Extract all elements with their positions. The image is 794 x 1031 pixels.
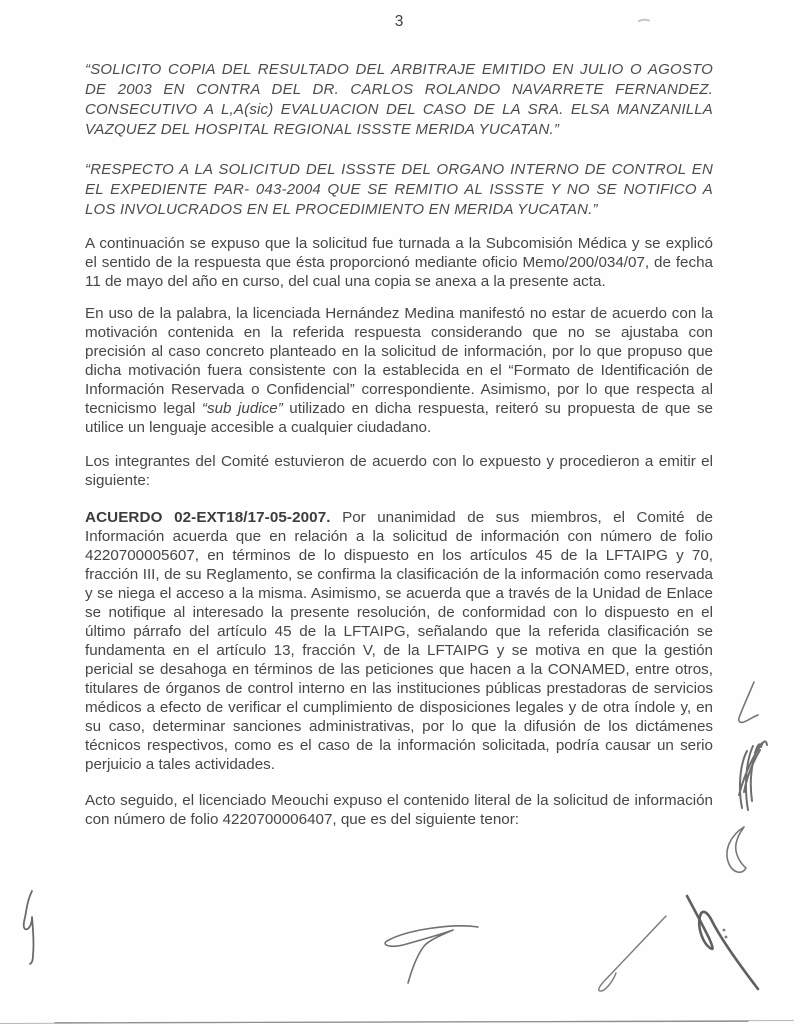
paragraph-text-after: utilizado en dicha respuesta, reiteró su propuesta de que se utilice un lenguaje accesible a cualquier ciudadano. (85, 400, 713, 436)
handwritten-mark-left-margin (24, 891, 34, 964)
margin-initial-leaf (727, 827, 746, 872)
acuerdo-body-text: Por unanimidad de sus miembros, el Comité de Información acuerda que en relación a la solicitud de información con número de folio 4220700005607, en términos de lo dispuesto en los artículos 45 de la LFTAIPG y 70, fracción III, de su Reglamento, se confirma la clasificación de la información como reservada y se niega el acceso a la misma. Asimismo, se acuerda que a través de la Unidad de Enlace se notifique al interesado la presente resolución, de conformidad con lo dispuesto en el último párrafo del artículo 45 de la LFTAIPG, señalando que la referida clasificación se fundamenta en el artículo 13, fracción V, de la LFTAIPG y se motiva en que la gestión pericial se desahoga en términos de las peticiones que hacen a la CONAMED, entre otros, titulares de órganos de control interno en las instituciones públicas prestadoras de servicios médicos a efecto de verificar el cumplimiento de disposiciones legales y de otra índole y, en su caso, determinar sanciones administrativas, por lo que la difusión de los dictámenes técnicos respectivos, como es el caso de la información solicitada, podría causar un serio perjuicio a tales actividades. (85, 509, 713, 773)
paragraph-comite-intro: Los integrantes del Comité estuvieron de acuerdo con lo expuesto y procedieron a emitir el siguiente: (85, 453, 713, 489)
margin-initial-stroke (739, 682, 758, 722)
quote-respecto-issste: “RESPECTO A LA SOLICITUD DEL ISSSTE DEL ORGANO INTERNO DE CONTROL EN EL EXPEDIENTE PAR- 043-2004 QUE SE REMITIO AL ISSSTE Y NO SE NOTIFICO A LOS INVOLUCRADOS EN EL PROCEDIMIENTO EN MERIDA YUCATAN.” (85, 161, 713, 218)
paragraph-meouchi-solicitud: Acto seguido, el licenciado Meouchi expuso el contenido literal de la solicitud de información con número de folio 4220700006407, que es del siguiente tenor: (85, 792, 713, 828)
signature-colon-dots (723, 929, 728, 939)
paragraph-hernandez-medina (85, 304, 713, 437)
margin-initials-scribble (739, 741, 767, 810)
scan-edge-line-bottom (0, 1021, 794, 1024)
signature-right-bold-stroke (687, 896, 758, 989)
paragraph-text-before: En uso de la palabra, la licenciada Hernández Medina manifestó no estar de acuerdo con la motivación contenida en la referida respuesta considerando que no se ajustaba con precisión al caso concreto planteado en la solicitud de información, por lo que propuso que dicha motivación fuera consistente con la establecida en el “Formato de Identificación de Información Reservada o Confidencial” correspondiente. Asimismo, por lo que respecta al tecnicismo legal (85, 305, 713, 417)
latin-term-sub-judice: “sub judice” (201, 400, 283, 417)
quote-solicitud-arbitraje: “SOLICITO COPIA DEL RESULTADO DEL ARBITRAJE EMITIDO EN JULIO O AGOSTO DE 2003 EN CONTRA DEL DR. CARLOS ROLANDO NAVARRETE FERNANDEZ. CONSECUTIVO A L,A(sic) EVALUACION DEL CASO DE LA SRA. ELSA MANZANILLA VAZQUEZ DEL HOSPITAL REGIONAL ISSSTE MERIDA YUCATAN.” (85, 61, 713, 138)
signature-flourish-center (385, 926, 478, 983)
paragraph-subcomision-medica: A continuación se expuso que la solicitud fue turnada a la Subcomisión Médica y se explicó el sentido de la respuesta que ésta proporcionó mediante oficio Memo/200/034/07, de fecha 11 de mayo del año en curso, del cual una copia se anexa a la presente acta. (85, 235, 713, 290)
signature-right-thin-stroke (599, 916, 666, 991)
page-number: 3 (394, 13, 404, 30)
scan-edge-line-bottom-dark (55, 1021, 748, 1023)
acuerdo-number-label: ACUERDO 02-EXT18/17-05-2007. (85, 509, 331, 526)
paragraph-acuerdo (85, 508, 713, 774)
